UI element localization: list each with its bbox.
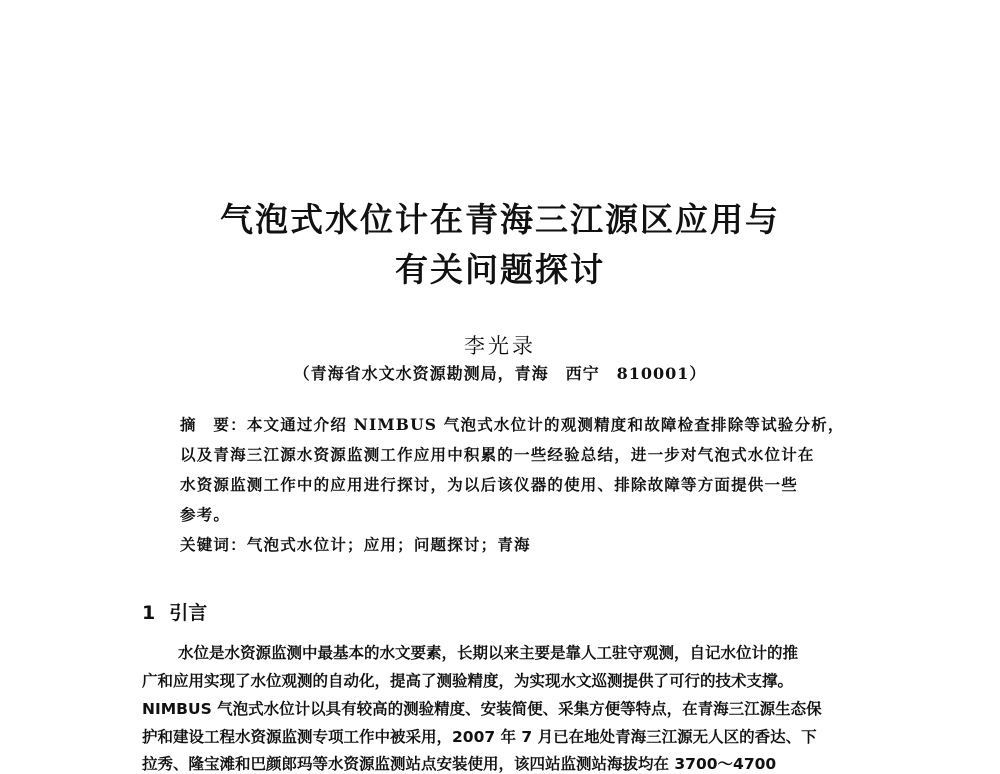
abstract-line-4: 参考。 bbox=[180, 505, 231, 524]
body-line-5: 拉秀、隆宝滩和巴颜郎玛等水资源监测站点安装使用，该四站监测站海拔均在 3700～4700 bbox=[142, 755, 777, 773]
body-line-1: 水位是水资源监测中最基本的水文要素，长期以来主要是靠人工驻守观测，自记水位计的推 bbox=[178, 644, 799, 662]
keywords-line bbox=[180, 533, 860, 555]
abstract-line-2: 以及青海三江源水资源监测工作应用中积累的一些经验总结，进一步对气泡式水位计在 bbox=[180, 445, 815, 464]
paper-title-line-1: 气泡式水位计在青海三江源区应用与 bbox=[220, 200, 780, 239]
paper-title-line-2: 有关问题探讨 bbox=[395, 250, 605, 289]
author-name: 李光录 bbox=[464, 334, 536, 358]
body-line-4: 护和建设工程水资源监测专项工作中被采用，2007 年 7 月已在地处青海三江源无人区的香达、下 bbox=[142, 728, 817, 746]
abstract-line-1 bbox=[180, 413, 860, 435]
author-affiliation: （青海省水文水资源勘测局，青海 西宁 810001） bbox=[293, 364, 707, 383]
abstract-text-1: 本文通过介绍 NIMBUS 气泡式水位计的观测精度和故障检查排除等试验分析， bbox=[246, 415, 845, 434]
body-line-2: 广和应用实现了水位观测的自动化，提高了测验精度，为实现水文巡测提供了可行的技术支撑。 bbox=[142, 672, 794, 690]
keywords-text: 气泡式水位计；应用；问题探讨；青海 bbox=[246, 535, 531, 554]
abstract-label: 摘 要： bbox=[180, 416, 247, 434]
keywords-label: 关键词： bbox=[180, 536, 247, 554]
body-line-3: NIMBUS 气泡式水位计以具有较高的测验精度、安装简便、采集方便等特点，在青海三江源生态保 bbox=[142, 700, 822, 718]
section-heading bbox=[142, 598, 207, 625]
section-title: 引言 bbox=[169, 602, 208, 624]
section-number: 1 bbox=[142, 602, 156, 624]
abstract-line-3: 水资源监测工作中的应用进行探讨，为以后该仪器的使用、排除故障等方面提供一些 bbox=[180, 475, 798, 494]
